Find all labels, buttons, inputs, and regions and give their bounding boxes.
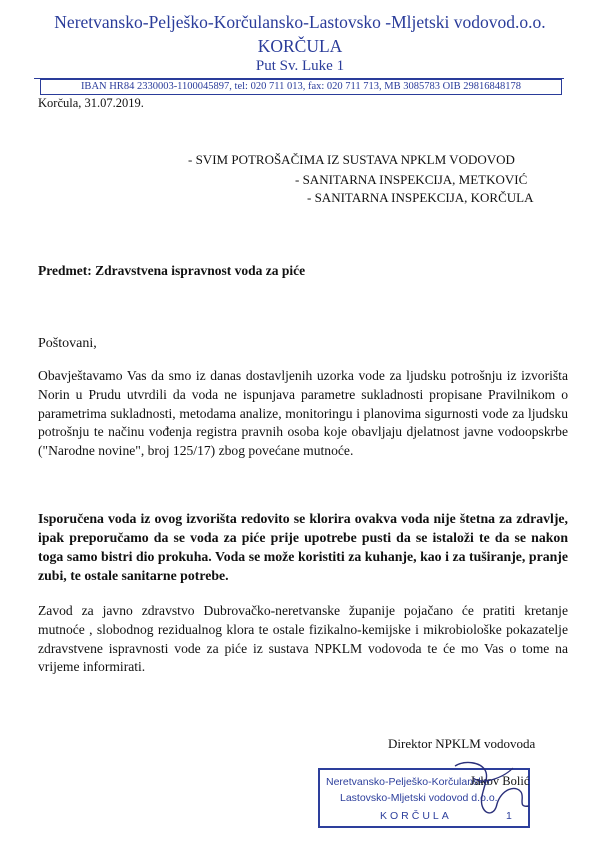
subject-text: Zdravstvena ispravnost voda za piće [95,263,306,278]
handwritten-signature [425,756,545,826]
company-name: Neretvansko-Pelješko-Korčulansko-Lastovsko -Mljetski vodovod.o.o. [54,12,546,32]
stamp-line-1: Neretvansko-Pelješko-Korčulansko [326,776,490,788]
letter-date: Korčula, 31.07.2019. [38,96,144,110]
recipient-2: - SANITARNA INSPEKCIJA, METKOVIĆ [295,172,528,187]
stamp-city: KORČULA [380,810,452,822]
paragraph-notice: Obavještavamo Vas da smo iz danas dostavljenih uzorka vode za ljudsku potrošnju iz izvorišta Norin u Prudu utvrdili da voda ne ispunjava parametre sukladnosti propisane Pravilnikom o parametrima sukladnosti, metodama analize, monitoringu i planovima sigurnosti vode za ljudsku potrošnju te načinu vođenja registra pravnih osoba koje obavljaju djelatnost javne vodoopskrbe ("Narodne novine", broj 125/17) zbog povećane mutnoće. [38,368,568,459]
greeting: Poštovani, [38,336,97,351]
signature-title: Direktor NPKLM vodovoda [388,736,536,751]
paragraph-monitoring: Zavod za javno zdravstvo Dubrovačko-neretvanske županije pojačano će pratiti kretanje mutnoće , slobodnog rezidualnog klora te ostale fizikalno-kemijske i mikrobiološke pokazatelje zdravstvene ispravnosti vode za piće iz sustava NPKLM vodovoda te će mo Vas o tome na vrijeme informirati. [38,603,568,675]
recipient-3: - SANITARNA INSPEKCIJA, KORČULA [307,190,534,205]
signer-name: Jakov Bolić [470,774,530,788]
stamp-line-2: Lastovsko-Mljetski vodovod d.o.o. [340,792,498,804]
stamp-number: 1 [506,810,512,822]
company-city: KORČULA [257,36,343,56]
contact-line: IBAN HR84 2330003-1100045897, tel: 020 711 013, fax: 020 711 713, MB 3085783 OIB 29816848178 [40,79,562,95]
paragraph-advice: Isporučena voda iz ovog izvorišta redovito se klorira ovakva voda nije štetna za zdravlje, ipak preporučamo da se voda za piće prije upotrebe pusti da se istaloži te da se nakon toga samo bistri dio prokuha. Voda se može koristiti za kuhanje, kao i za tuširanje, pranje zubi, te ostale sanitarne potrebe. [38,511,568,583]
company-street: Put Sv. Luke 1 [255,58,345,74]
subject-label: Predmet: [38,263,92,278]
recipient-1: - SVIM POTROŠAČIMA IZ SUSTAVA NPKLM VODOVOD [188,152,515,167]
subject-line [38,263,305,279]
